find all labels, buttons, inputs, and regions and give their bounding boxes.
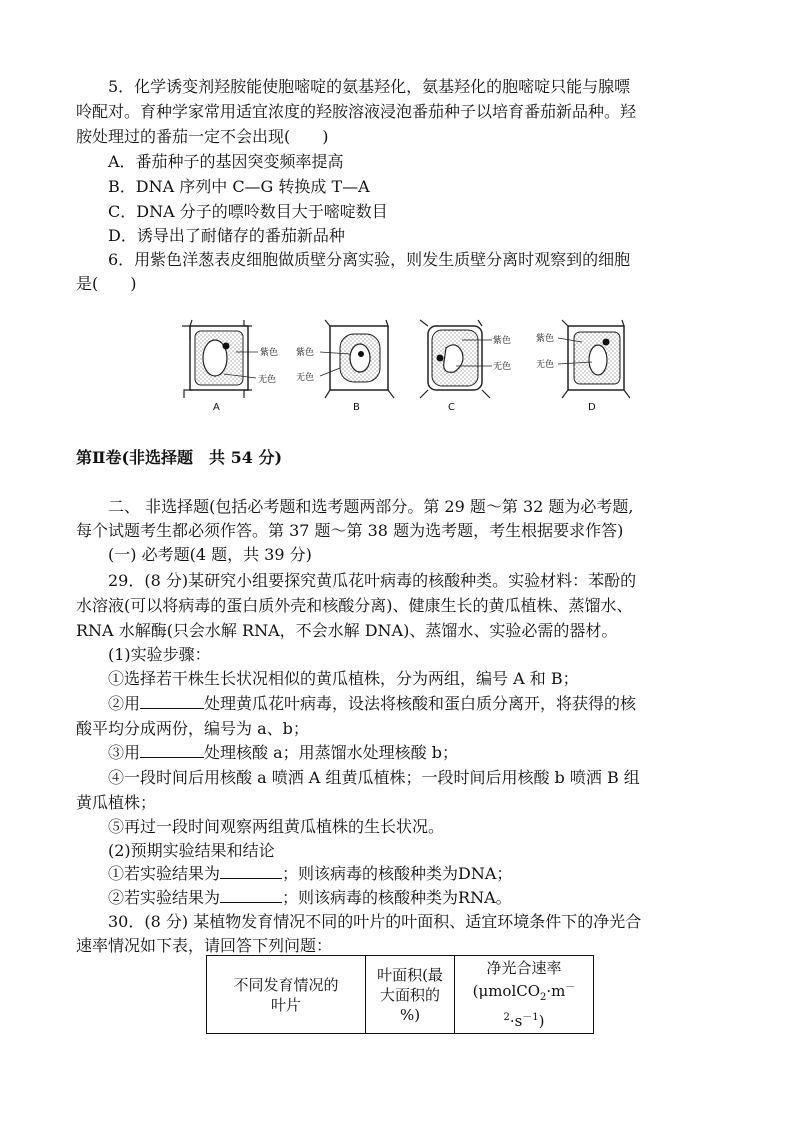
q29-step1: ①选择若干株生长状况相似的黄瓜植株，分为两组，编号 A 和 B； xyxy=(108,669,579,688)
section2-intro-line2: 每个试题考生都必须作答。第 37 题～第 38 题为选考题，考生根据要求作答) xyxy=(76,521,624,540)
table-header-net-photosynthesis: 净光合速率 (μmolCO$_2$·m－ $^2\cdot s^{-1}$) xyxy=(455,956,594,1034)
table-header-leaf-area: 叶面积(最 大面积的 %) xyxy=(366,956,455,1034)
q5-text-line2: 呤配对。育种学家常用适宜浓度的羟胺溶液浸泡番茄种子以培育番茄新品种。羟 xyxy=(76,102,637,121)
q29-result1 xyxy=(108,862,726,886)
section2-title: 第Ⅱ卷(非选择题 共 54 分) xyxy=(76,448,283,467)
cell-c-purple-label: 紫色 xyxy=(493,336,512,346)
cell-d-diagram xyxy=(558,320,630,398)
q29-result2-prefix: ②若实验结果为 xyxy=(108,888,221,907)
q29-step2-prefix: ②用 xyxy=(108,694,141,713)
q29-step4: ④一段时间后用核酸 a 喷洒 A 组黄瓜植株；一段时间后用核酸 b 喷洒 B 组 xyxy=(108,768,640,787)
cell-a-colorless-label: 无色 xyxy=(258,375,277,385)
section2-intro-line1: 二、 非选择题(包括必考题和选考题两部分。第 29 题～第 32 题为必考题, xyxy=(108,497,634,516)
q29-text-line3: RNA 水解酶(只会水解 RNA，不会水解 DNA)、蒸馏水、实验必需的器材。 xyxy=(76,621,618,640)
q29-result2-blank[interactable] xyxy=(220,888,282,903)
q29-step3-suffix: 处理核酸 a；用蒸馏水处理核酸 b； xyxy=(204,743,458,762)
q29-step4-cont: 黄瓜植株； xyxy=(76,793,157,812)
q29-step2 xyxy=(108,692,726,716)
q5-option-a: A．番茄种子的基因突变频率提高 xyxy=(108,152,344,171)
q29-result2-suffix: ；则该病毒的核酸种类为RNA。 xyxy=(282,888,512,907)
cell-label-d: D xyxy=(588,402,596,413)
q5-option-b: B．DNA 序列中 C—G 转换成 T—A xyxy=(108,177,370,196)
q29-step3 xyxy=(108,741,726,765)
q5-text-line3: 胺处理过的番茄一定不会出现( ) xyxy=(76,127,329,146)
q29-text-line1: 29．(8 分)某研究小组要探究黄瓜花叶病毒的核酸种类。实验材料：苯酚的 xyxy=(108,571,637,590)
cell-c-diagram xyxy=(420,320,492,398)
cell-b-diagram xyxy=(320,320,394,398)
q6-text-line1: 6．用紫色洋葱表皮细胞做质壁分离实验，则发生质壁分离时观察到的细胞 xyxy=(108,250,631,269)
cell-d-colorless-label: 无色 xyxy=(536,360,555,370)
plasmolysis-cells-figure xyxy=(180,318,630,418)
q6-text-line2: 是( ) xyxy=(76,274,137,293)
cell-label-b: B xyxy=(353,402,360,413)
q5-option-d: D．诱导出了耐储存的番茄新品种 xyxy=(108,226,345,245)
section2-subtitle: (一) 必考题(4 题，共 39 分) xyxy=(108,545,312,564)
q30-text-line1: 30．(8 分) 某植物发育情况不同的叶片的叶面积、适宜环境条件下的净光合 xyxy=(108,912,642,931)
q29-step5: ⑤再过一段时间观察两组黄瓜植株的生长状况。 xyxy=(108,817,445,836)
q29-result1-prefix: ①若实验结果为 xyxy=(108,864,221,883)
q29-result1-suffix: ；则该病毒的核酸种类为DNA； xyxy=(282,864,513,883)
cell-b-colorless-label: 无色 xyxy=(296,373,315,383)
q29-step2-cont: 酸平均分成两份，编号为 a、b； xyxy=(76,719,309,738)
q29-step3-blank[interactable] xyxy=(140,743,204,758)
cell-label-c: C xyxy=(448,402,455,413)
q29-result1-blank[interactable] xyxy=(220,864,282,879)
q29-step2-suffix: 处理黄瓜花叶病毒，设法将核酸和蛋白质分离开，将获得的核 xyxy=(204,694,637,713)
q29-step2-blank[interactable] xyxy=(140,694,204,709)
table-header-row xyxy=(207,956,594,1034)
q29-step3-prefix: ③用 xyxy=(108,743,141,762)
q30-data-table xyxy=(206,955,594,1034)
cell-a-purple-label: 紫色 xyxy=(260,348,279,358)
table-header-leaf-stage: 不同发育情况的 叶片 xyxy=(207,956,366,1034)
cell-b-purple-label: 紫色 xyxy=(296,348,315,358)
cell-label-a: A xyxy=(213,402,220,413)
q5-text-line1: 5．化学诱变剂羟胺能使胞嘧啶的氨基羟化，氨基羟化的胞嘧啶只能与腺嘌 xyxy=(108,77,631,96)
q29-steps-title: (1)实验步骤： xyxy=(108,645,211,664)
cell-d-purple-label: 紫色 xyxy=(536,334,555,344)
q30-text-line2: 速率情况如下表，请回答下列问题： xyxy=(76,936,333,955)
q29-results-title: (2)预期实验结果和结论 xyxy=(108,841,275,860)
cell-c-colorless-label: 无色 xyxy=(493,362,512,372)
q29-text-line2: 水溶液(可以将病毒的蛋白质外壳和核酸分离)、健康生长的黄瓜植株、蒸馏水、 xyxy=(76,596,633,615)
q5-option-c: C．DNA 分子的嘌呤数目大于嘧啶数目 xyxy=(108,202,388,221)
q29-result2 xyxy=(108,886,726,910)
cell-a-diagram xyxy=(182,320,258,398)
